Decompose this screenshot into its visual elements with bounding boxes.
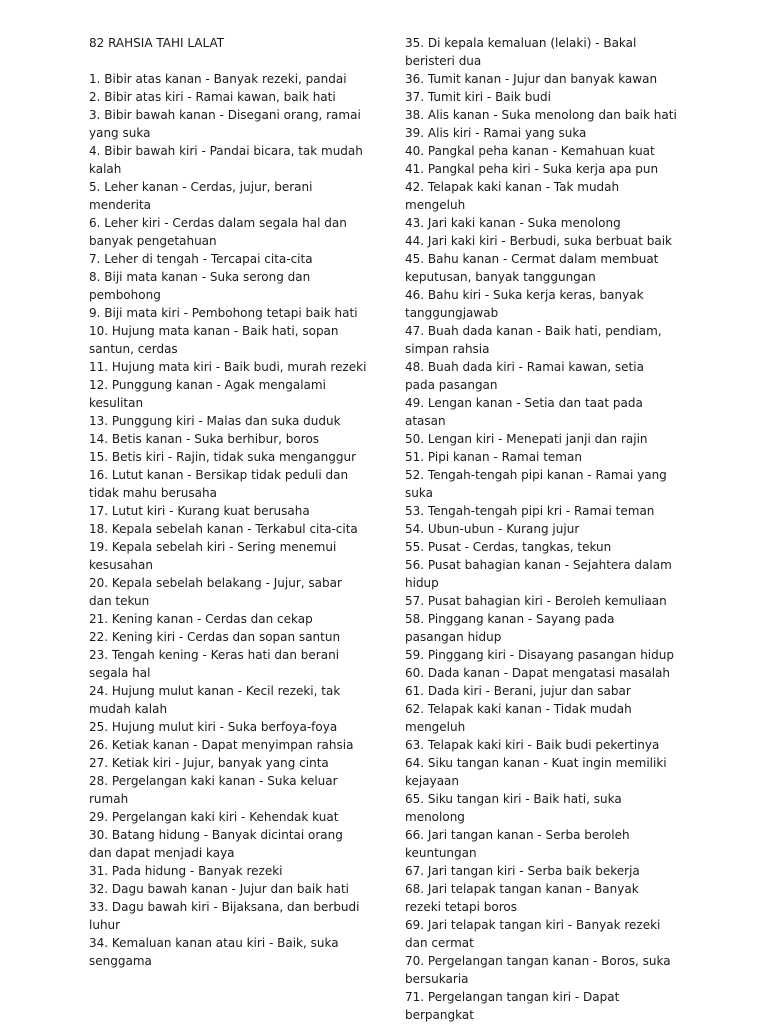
list-item: 37. Tumit kiri - Baik budi <box>405 90 551 104</box>
list-item: 41. Pangkal peha kiri - Suka kerja apa pun <box>405 162 659 176</box>
list-item: 2. Bibir atas kiri - Ramai kawan, baik hati <box>89 90 336 104</box>
list-item: 48. Buah dada kiri - Ramai kawan, setia pada pasangan <box>405 360 644 392</box>
title-spacer <box>89 52 367 70</box>
list-item: 61. Dada kiri - Berani, jujur dan sabar <box>405 684 631 698</box>
list-item: 68. Jari telapak tangan kanan - Banyak rezeki tetapi boros <box>405 882 639 914</box>
list-item: 15. Betis kiri - Rajin, tidak suka menganggur <box>89 450 357 464</box>
list-item: 35. Di kepala kemaluan (lelaki) - Bakal beristeri dua <box>405 36 637 68</box>
list-item: 16. Lutut kanan - Bersikap tidak peduli dan tidak mahu berusaha <box>89 468 349 500</box>
list-item: 46. Bahu kiri - Suka kerja keras, banyak tanggungjawab <box>405 288 644 320</box>
list-item: 8. Biji mata kanan - Suka serong dan pembohong <box>89 270 311 302</box>
list-item: 65. Siku tangan kiri - Baik hati, suka menolong <box>405 792 622 824</box>
list-item: 22. Kening kiri - Cerdas dan sopan santun <box>89 630 341 644</box>
list-item: 11. Hujung mata kiri - Baik budi, murah rezeki <box>89 360 367 374</box>
list-item: 34. Kemaluan kanan atau kiri - Baik, suka senggama <box>89 936 339 968</box>
list-item: 28. Pergelangan kaki kanan - Suka keluar rumah <box>89 774 338 806</box>
list-item: 70. Pergelangan tangan kanan - Boros, suka bersukaria <box>405 954 671 986</box>
list-item: 13. Punggung kiri - Malas dan suka duduk <box>89 414 341 428</box>
list-item: 57. Pusat bahagian kiri - Beroleh kemuliaan <box>405 594 667 608</box>
list-item: 56. Pusat bahagian kanan - Sejahtera dalam hidup <box>405 558 672 590</box>
list-item: 9. Biji mata kiri - Pembohong tetapi baik hati <box>89 306 358 320</box>
list-item: 47. Buah dada kanan - Baik hati, pendiam, simpan rahsia <box>405 324 662 356</box>
list-item: 24. Hujung mulut kanan - Kecil rezeki, tak mudah kalah <box>89 684 341 716</box>
list-item: 29. Pergelangan kaki kiri - Kehendak kuat <box>89 810 339 824</box>
list-item: 36. Tumit kanan - Jujur dan banyak kawan <box>405 72 658 86</box>
left-entry-list <box>89 70 367 970</box>
list-item: 49. Lengan kanan - Setia dan taat pada atasan <box>405 396 643 428</box>
list-item: 51. Pipi kanan - Ramai teman <box>405 450 582 464</box>
list-item: 59. Pinggang kiri - Disayang pasangan hidup <box>405 648 674 662</box>
list-item: 62. Telapak kaki kanan - Tidak mudah mengeluh <box>405 702 632 734</box>
list-item: 21. Kening kanan - Cerdas dan cekap <box>89 612 313 626</box>
list-item: 6. Leher kiri - Cerdas dalam segala hal dan banyak pengetahuan <box>89 216 347 248</box>
list-item: 63. Telapak kaki kiri - Baik budi pekertinya <box>405 738 660 752</box>
list-item: 17. Lutut kiri - Kurang kuat berusaha <box>89 504 310 518</box>
list-item: 58. Pinggang kanan - Sayang pada pasangan hidup <box>405 612 615 644</box>
list-item: 14. Betis kanan - Suka berhibur, boros <box>89 432 320 446</box>
list-item: 60. Dada kanan - Dapat mengatasi masalah <box>405 666 671 680</box>
document-title: 82 RAHSIA TAHI LALAT <box>89 36 225 50</box>
list-item: 67. Jari tangan kiri - Serba baik bekerja <box>405 864 640 878</box>
list-item: 25. Hujung mulut kiri - Suka berfoya-foya <box>89 720 338 734</box>
list-item: 12. Punggung kanan - Agak mengalami kesulitan <box>89 378 326 410</box>
list-item: 26. Ketiak kanan - Dapat menyimpan rahsia <box>89 738 354 752</box>
list-item: 43. Jari kaki kanan - Suka menolong <box>405 216 621 230</box>
left-column <box>89 34 367 970</box>
list-item: 52. Tengah-tengah pipi kanan - Ramai yang suka <box>405 468 667 500</box>
list-item: 7. Leher di tengah - Tercapai cita-cita <box>89 252 313 266</box>
list-item: 54. Ubun-ubun - Kurang jujur <box>405 522 580 536</box>
list-item: 18. Kepala sebelah kanan - Terkabul cita-cita <box>89 522 358 536</box>
list-item: 66. Jari tangan kanan - Serba beroleh keuntungan <box>405 828 630 860</box>
list-item: 39. Alis kiri - Ramai yang suka <box>405 126 587 140</box>
right-column <box>405 34 677 1024</box>
list-item: 1. Bibir atas kanan - Banyak rezeki, pandai <box>89 72 347 86</box>
list-item: 64. Siku tangan kanan - Kuat ingin memiliki kejayaan <box>405 756 667 788</box>
list-item: 10. Hujung mata kanan - Baik hati, sopan santun, cerdas <box>89 324 339 356</box>
list-item: 44. Jari kaki kiri - Berbudi, suka berbuat baik <box>405 234 672 248</box>
list-item: 30. Batang hidung - Banyak dicintai orang dan dapat menjadi kaya <box>89 828 343 860</box>
list-item: 33. Dagu bawah kiri - Bijaksana, dan berbudi luhur <box>89 900 360 932</box>
list-item: 45. Bahu kanan - Cermat dalam membuat keputusan, banyak tanggungan <box>405 252 659 284</box>
list-item: 53. Tengah-tengah pipi kri - Ramai teman <box>405 504 655 518</box>
list-item: 32. Dagu bawah kanan - Jujur dan baik hati <box>89 882 349 896</box>
list-item: 31. Pada hidung - Banyak rezeki <box>89 864 283 878</box>
list-item: 4. Bibir bawah kiri - Pandai bicara, tak mudah kalah <box>89 144 363 176</box>
list-item: 5. Leher kanan - Cerdas, jujur, berani menderita <box>89 180 313 212</box>
list-item: 20. Kepala sebelah belakang - Jujur, sabar dan tekun <box>89 576 342 608</box>
list-item: 40. Pangkal peha kanan - Kemahuan kuat <box>405 144 655 158</box>
list-item: 55. Pusat - Cerdas, tangkas, tekun <box>405 540 612 554</box>
list-item: 50. Lengan kiri - Menepati janji dan rajin <box>405 432 648 446</box>
list-item: 3. Bibir bawah kanan - Disegani orang, ramai yang suka <box>89 108 361 140</box>
right-entry-list <box>405 34 677 1024</box>
list-item: 27. Ketiak kiri - Jujur, banyak yang cinta <box>89 756 329 770</box>
list-item: 42. Telapak kaki kanan - Tak mudah mengeluh <box>405 180 620 212</box>
list-item: 69. Jari telapak tangan kiri - Banyak rezeki dan cermat <box>405 918 661 950</box>
list-item: 71. Pergelangan tangan kiri - Dapat berpangkat <box>405 990 620 1022</box>
list-item: 38. Alis kanan - Suka menolong dan baik hati <box>405 108 677 122</box>
list-item: 23. Tengah kening - Keras hati dan berani segala hal <box>89 648 340 680</box>
list-item: 19. Kepala sebelah kiri - Sering menemui kesusahan <box>89 540 337 572</box>
